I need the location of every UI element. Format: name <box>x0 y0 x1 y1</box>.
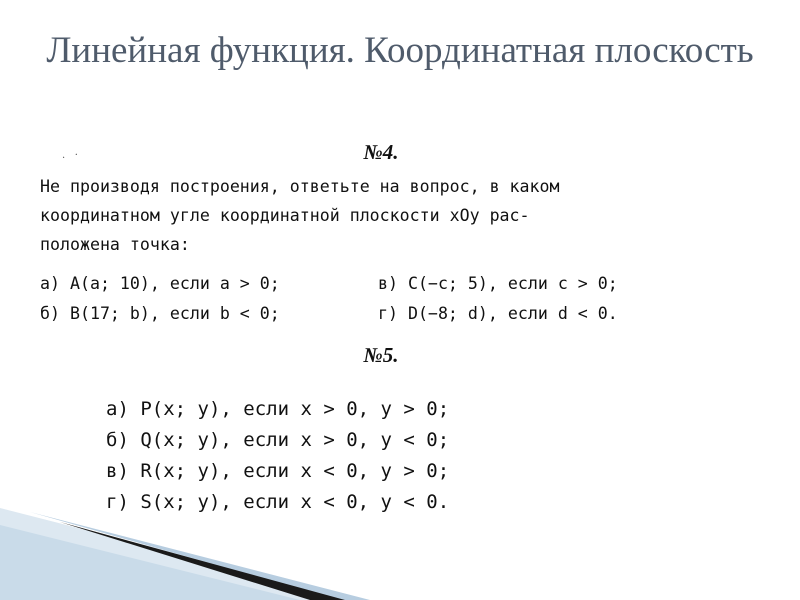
problem-5-option-v: в) R(x; y), если x < 0, y > 0; <box>106 460 450 482</box>
problem-5-option-g: г) S(x; y), если x < 0, y < 0. <box>106 491 450 513</box>
question-line: координатном угле координатной плоскости xOy рас- <box>40 206 530 225</box>
problem-5-option-a: а) P(x; y), если x > 0, y > 0; <box>106 398 450 420</box>
problem-4-option-b: б) B(17; b), если b < 0; <box>40 304 280 323</box>
problem-4-number: №4. <box>363 140 399 164</box>
problem-4-option-v: в) C(−c; 5), если c > 0; <box>378 274 618 293</box>
decor-mid-wedge <box>0 525 300 600</box>
question-line: Не производя построения, ответьте на вопрос, в каком <box>40 177 560 196</box>
problem-4-option-a: а) A(a; 10), если a > 0; <box>40 274 280 293</box>
page-title: Линейная функция. Координатная плоскость <box>46 30 754 71</box>
scan-artifact: . · <box>62 150 78 161</box>
problem-5-option-b: б) Q(x; y), если x > 0, y < 0; <box>106 429 450 451</box>
problem-4-option-g: г) D(−8; d), если d < 0. <box>378 304 618 323</box>
problem-5-number: №5. <box>363 343 399 367</box>
question-line: положена точка: <box>40 235 190 254</box>
